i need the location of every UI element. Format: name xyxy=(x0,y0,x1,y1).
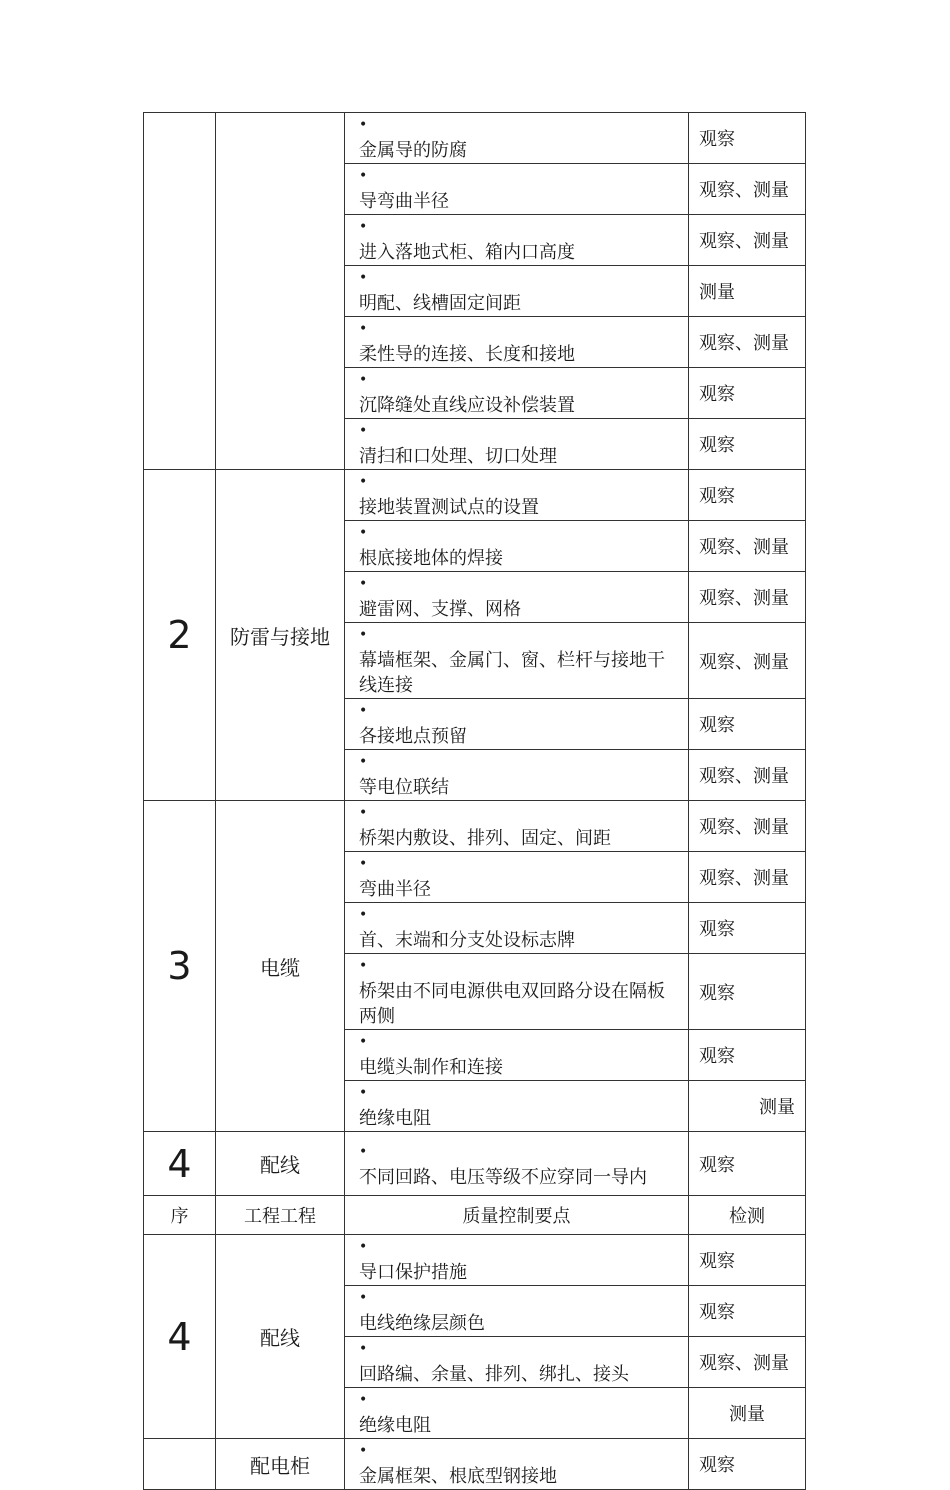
table-header-row xyxy=(144,1196,806,1235)
project-name: 配电柜 xyxy=(216,1439,345,1490)
inspection-method: 观察 xyxy=(689,1132,806,1196)
inspection-method: 观察 xyxy=(689,699,806,750)
table-row xyxy=(144,470,806,521)
inspection-method: 观察、测量 xyxy=(689,164,806,215)
seq-cell xyxy=(144,113,216,470)
inspection-method: 观察 xyxy=(689,903,806,954)
header-project: 工程工程 xyxy=(216,1196,345,1235)
control-point: •幕墙框架、金属门、窗、栏杆与接地干线连接 xyxy=(345,623,689,699)
table-row xyxy=(144,1132,806,1196)
table-row xyxy=(144,1439,806,1490)
quality-control-table xyxy=(143,112,806,1490)
control-point: •金属导的防腐 xyxy=(345,113,689,164)
control-point: •首、末端和分支处设标志牌 xyxy=(345,903,689,954)
inspection-method: 观察、测量 xyxy=(689,572,806,623)
inspection-method: 观察、测量 xyxy=(689,1337,806,1388)
control-point: •柔性导的连接、长度和接地 xyxy=(345,317,689,368)
control-point: •金属框架、根底型钢接地 xyxy=(345,1439,689,1490)
inspection-method: 测量 xyxy=(689,1081,806,1132)
table-row xyxy=(144,1235,806,1286)
header-seq: 序 xyxy=(144,1196,216,1235)
inspection-method: 观察 xyxy=(689,419,806,470)
inspection-method: 观察、测量 xyxy=(689,521,806,572)
inspection-method: 观察、测量 xyxy=(689,750,806,801)
seq-number: 4 xyxy=(144,1235,216,1439)
control-point: •不同回路、电压等级不应穿同一导内 xyxy=(345,1132,689,1196)
project-name: 防雷与接地 xyxy=(216,470,345,801)
inspection-method: 观察 xyxy=(689,954,806,1030)
inspection-method: 观察 xyxy=(689,470,806,521)
seq-number: 2 xyxy=(144,470,216,801)
control-point: •绝缘电阻 xyxy=(345,1081,689,1132)
header-inspection: 检测 xyxy=(689,1196,806,1235)
control-point: •接地装置测试点的设置 xyxy=(345,470,689,521)
inspection-method: 测量 xyxy=(689,266,806,317)
inspection-method: 观察、测量 xyxy=(689,852,806,903)
control-point: •电线绝缘层颜色 xyxy=(345,1286,689,1337)
control-point: •电缆头制作和连接 xyxy=(345,1030,689,1081)
control-point: •等电位联结 xyxy=(345,750,689,801)
seq-number: 4 xyxy=(144,1132,216,1196)
control-point: •绝缘电阻 xyxy=(345,1388,689,1439)
control-point: •回路编、余量、排列、绑扎、接头 xyxy=(345,1337,689,1388)
control-point: •根底接地体的焊接 xyxy=(345,521,689,572)
inspection-method: 观察 xyxy=(689,1439,806,1490)
inspection-method: 观察 xyxy=(689,113,806,164)
control-point: •避雷网、支撑、网格 xyxy=(345,572,689,623)
inspection-method: 观察 xyxy=(689,368,806,419)
inspection-method: 观察 xyxy=(689,1235,806,1286)
inspection-method: 观察、测量 xyxy=(689,317,806,368)
table-row xyxy=(144,801,806,852)
control-point: •桥架内敷设、排列、固定、间距 xyxy=(345,801,689,852)
control-point: •桥架由不同电源供电双回路分设在隔板两侧 xyxy=(345,954,689,1030)
inspection-method: 测量 xyxy=(689,1388,806,1439)
control-point: •清扫和口处理、切口处理 xyxy=(345,419,689,470)
project-name: 配线 xyxy=(216,1235,345,1439)
control-point: •导弯曲半径 xyxy=(345,164,689,215)
seq-number xyxy=(144,1439,216,1490)
seq-number: 3 xyxy=(144,801,216,1132)
project-name: 配线 xyxy=(216,1132,345,1196)
inspection-method: 观察、测量 xyxy=(689,623,806,699)
control-point: •导口保护措施 xyxy=(345,1235,689,1286)
project-cell xyxy=(216,113,345,470)
inspection-method: 观察、测量 xyxy=(689,215,806,266)
control-point: •明配、线槽固定间距 xyxy=(345,266,689,317)
control-point: •各接地点预留 xyxy=(345,699,689,750)
inspection-method: 观察 xyxy=(689,1030,806,1081)
header-control-points: 质量控制要点 xyxy=(345,1196,689,1235)
control-point: •进入落地式柜、箱内口高度 xyxy=(345,215,689,266)
control-point: •沉降缝处直线应设补偿装置 xyxy=(345,368,689,419)
table-row xyxy=(144,113,806,164)
control-point: •弯曲半径 xyxy=(345,852,689,903)
inspection-method: 观察 xyxy=(689,1286,806,1337)
inspection-method: 观察、测量 xyxy=(689,801,806,852)
project-name: 电缆 xyxy=(216,801,345,1132)
